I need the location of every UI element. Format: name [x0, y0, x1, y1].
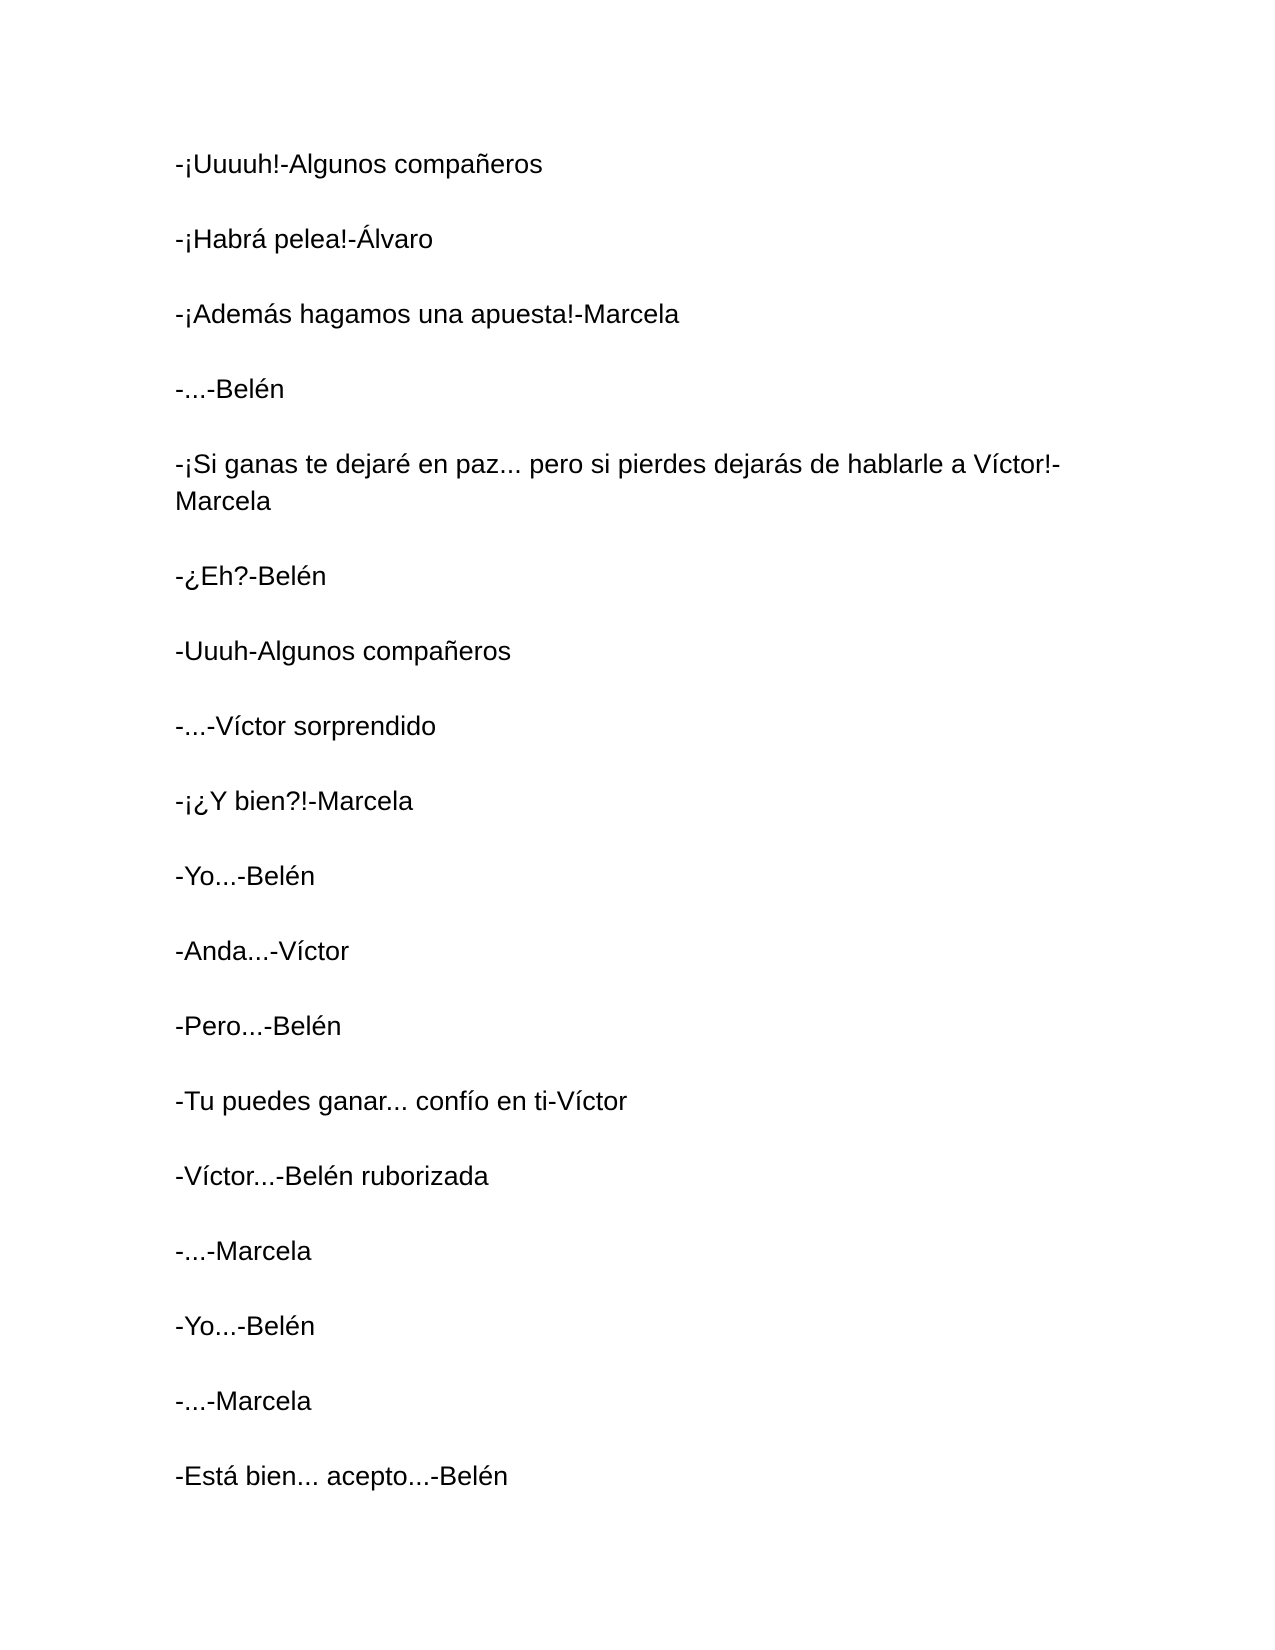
dialogue-line: -¡Además hagamos una apuesta!-Marcela	[175, 299, 680, 329]
dialogue-line: -Yo...-Belén	[175, 1311, 316, 1341]
dialogue-line: -Víctor...-Belén ruborizada	[175, 1161, 489, 1191]
dialogue-line: -...-Víctor sorprendido	[175, 711, 437, 741]
dialogue-line: -¿Eh?-Belén	[175, 561, 327, 591]
dialogue-line: -Anda...-Víctor	[175, 936, 350, 966]
dialogue-line: -...-Belén	[175, 374, 285, 404]
document-body	[175, 146, 1075, 1533]
dialogue-line: -¡Si ganas te dejaré en paz... pero si pierdes dejarás de hablarle a Víctor!-Marcela	[175, 449, 1061, 516]
dialogue-line: -...-Marcela	[175, 1386, 312, 1416]
dialogue-line: -...-Marcela	[175, 1236, 312, 1266]
dialogue-line: -Pero...-Belén	[175, 1011, 342, 1041]
dialogue-line: -¡Habrá pelea!-Álvaro	[175, 224, 434, 254]
dialogue-line: -Uuuh-Algunos compañeros	[175, 636, 512, 666]
dialogue-line: -Está bien... acepto...-Belén	[175, 1461, 509, 1491]
dialogue-line: -¡¿Y bien?!-Marcela	[175, 786, 414, 816]
dialogue-line: -¡Uuuuh!-Algunos compañeros	[175, 149, 543, 179]
dialogue-line: -Tu puedes ganar... confío en ti-Víctor	[175, 1086, 628, 1116]
dialogue-line: -Yo...-Belén	[175, 861, 316, 891]
